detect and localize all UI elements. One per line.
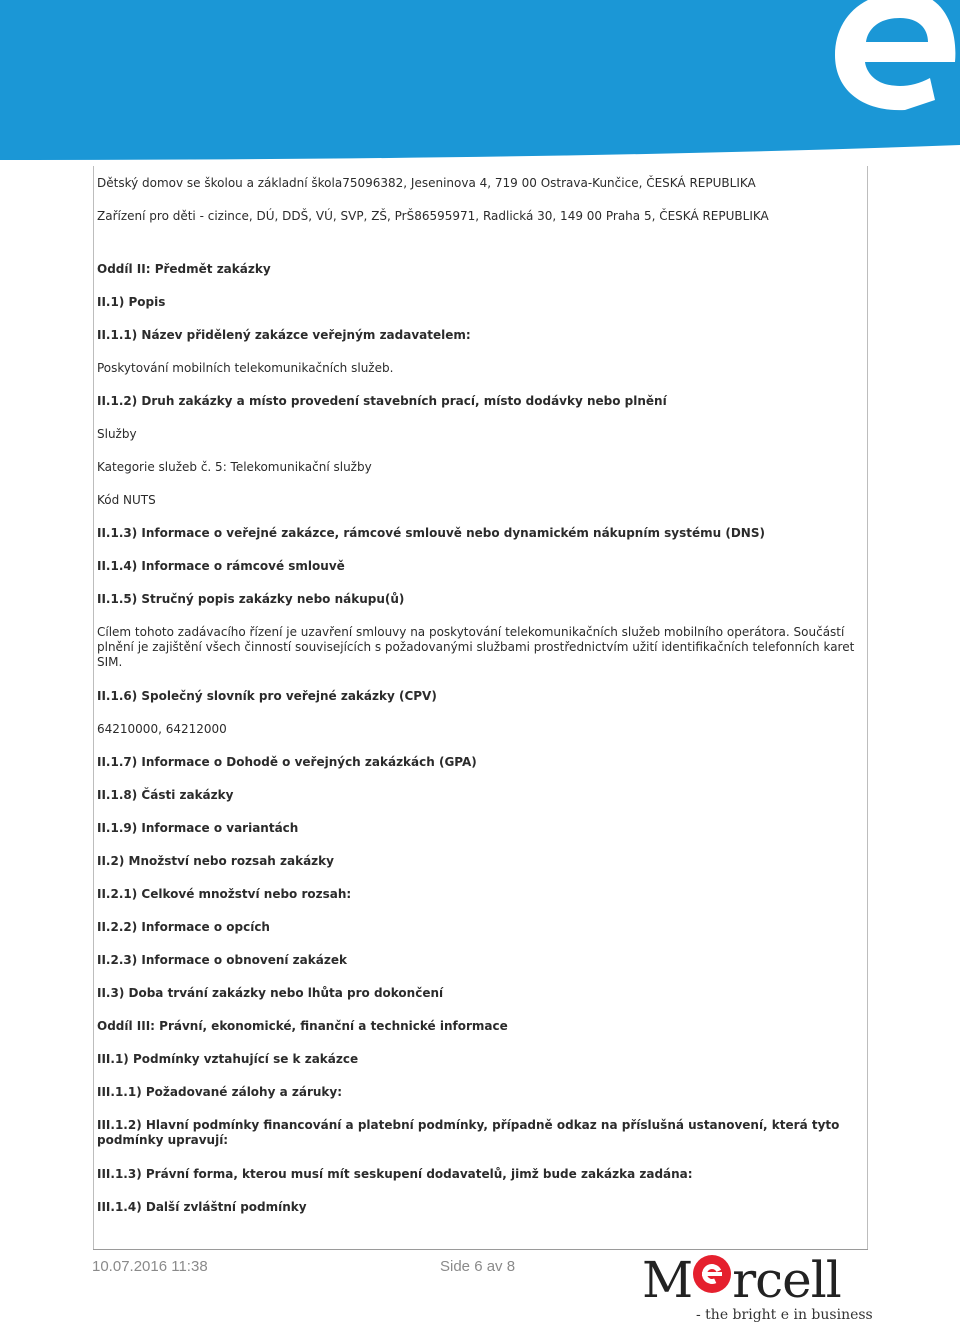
field-heading: II.1.1) Název přidělený zakázce veřejným zadavatelem: (97, 328, 471, 342)
field-value: Poskytování mobilních telekomunikačních služeb. (97, 361, 394, 375)
subsection-heading: III.1) Podmínky vztahující se k zakázce (97, 1052, 359, 1066)
banner-graphic (0, 0, 960, 168)
field-value: Kategorie služeb č. 5: Telekomunikační služby (97, 460, 372, 474)
frame-left-border (93, 166, 94, 1249)
field-heading: II.1.2) Druh zakázky a místo provedení stavebních prací, místo dodávky nebo plnění (97, 394, 667, 408)
field-value: Služby (97, 427, 137, 441)
cpv-codes: 64210000, 64212000 (97, 722, 227, 736)
subsection-heading: II.2) Množství nebo rozsah zakázky (97, 854, 334, 868)
logo-wordmark (642, 1250, 841, 1310)
field-heading: III.1.2) Hlavní podmínky financování a platební podmínky, případně odkaz na příslušná ustanovení, která tyto podmínky upravují: (97, 1118, 840, 1147)
logo-word-end: rcell (732, 1251, 841, 1309)
logo-tagline: - the bright e in business (696, 1307, 873, 1323)
field-value: Kód NUTS (97, 493, 156, 507)
footer-page-number: Side 6 av 8 (440, 1258, 516, 1275)
subsection-heading: II.1) Popis (97, 295, 166, 309)
contracting-body-1: Dětský domov se školou a základní škola75096382, Jeseninova 4, 719 00 Ostrava-Kunčice, ČESKÁ REPUBLIKA (97, 176, 756, 190)
field-heading: II.1.8) Části zakázky (97, 788, 234, 802)
header-banner (0, 0, 960, 168)
field-heading: II.2.3) Informace o obnovení zakázek (97, 953, 347, 967)
description-paragraph: Cílem tohoto zadávacího řízení je uzavření smlouvy na poskytování telekomunikačních služeb mobilního operátora. Součástí plnění je zajištění všech činností souvisejících s požadovanými službami prostřednictvím užití identifikačních telefonních karet SIM. (97, 625, 855, 669)
field-heading: II.1.3) Informace o veřejné zakázce, rámcové smlouvě nebo dynamickém nákupním systému (DNS) (97, 526, 765, 540)
field-heading: II.1.6) Společný slovník pro veřejné zakázky (CPV) (97, 689, 437, 703)
marcell-logo (642, 1250, 872, 1326)
contracting-body-2: Zařízení pro děti - cizince, DÚ, DDŠ, VÚ, SVP, ZŠ, PrŠ86595971, Radlická 30, 149 00 Praha 5, ČESKÁ REPUBLIKA (97, 209, 769, 223)
field-heading: III.1.1) Požadované zálohy a záruky: (97, 1085, 343, 1099)
field-heading: III.1.4) Další zvláštní podmínky (97, 1200, 307, 1214)
field-heading: II.2.1) Celkové množství nebo rozsah: (97, 887, 352, 901)
field-heading: II.1.4) Informace o rámcové smlouvě (97, 559, 345, 573)
logo-e-icon (693, 1255, 731, 1293)
section-heading: Oddíl II: Předmět zakázky (97, 262, 271, 276)
logo-word-start: M (642, 1251, 693, 1309)
footer-timestamp: 10.07.2016 11:38 (92, 1258, 208, 1275)
field-heading: III.1.3) Právní forma, kterou musí mít seskupení dodavatelů, jimž bude zakázka zadána: (97, 1167, 693, 1181)
section-heading: Oddíl III: Právní, ekonomické, finanční a technické informace (97, 1019, 508, 1033)
subsection-heading: II.3) Doba trvání zakázky nebo lhůta pro dokončení (97, 986, 444, 1000)
field-heading: II.2.2) Informace o opcích (97, 920, 270, 934)
field-heading: II.1.9) Informace o variantách (97, 821, 299, 835)
frame-right-border (867, 166, 868, 1249)
field-heading: II.1.7) Informace o Dohodě o veřejných zakázkách (GPA) (97, 755, 477, 769)
field-heading: II.1.5) Stručný popis zakázky nebo nákupu(ů) (97, 592, 405, 606)
